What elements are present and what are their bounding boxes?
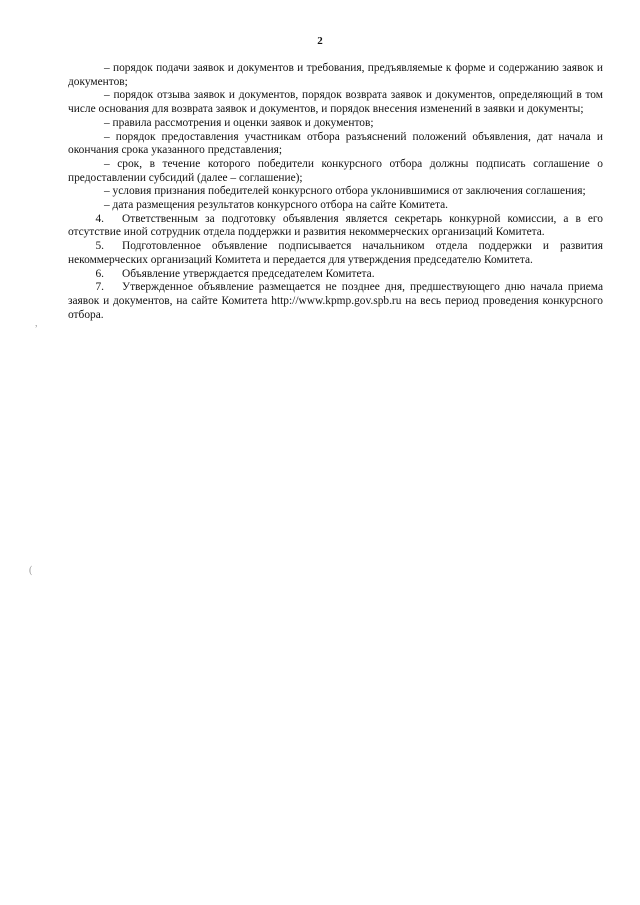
margin-mark: , <box>35 318 38 329</box>
list-item-bullet: – порядок подачи заявок и документов и требования, предъявляемые к форме и содержанию заявок и документов; <box>68 62 603 88</box>
list-item-bullet: – дата размещения результатов конкурсного отбора на сайте Комитета. <box>104 199 448 212</box>
numbered-item-6 <box>68 268 603 282</box>
item-number: 7. <box>95 281 104 294</box>
list-item-bullet: – условия признания победителей конкурсного отбора уклонившимися от заключения соглашения; <box>104 185 586 198</box>
item-text: Объявление утверждается председателем Комитета. <box>122 267 375 280</box>
page-number: 2 <box>317 35 323 47</box>
margin-mark: ( <box>29 565 33 576</box>
item-number: 6. <box>95 267 104 280</box>
numbered-item-5 <box>68 240 603 267</box>
item-text: Утвержденное объявление размещается не позднее дня, предшествующего дню начала приема заявок и документов, на сайте Комитета http://www.kpmp.gov.spb.ru на весь период проведения конкурсного отбора. <box>68 281 603 321</box>
numbered-item-7 <box>68 281 603 322</box>
numbered-item-4 <box>68 213 603 240</box>
item-text: Ответственным за подготовку объявления является секретарь конкурной комиссии, а в его отсутствие иной сотрудник отдела поддержки и развития некоммерческих организаций Комитета. <box>68 212 603 239</box>
list-item-bullet: – срок, в течение которого победители конкурсного отбора должны подписать соглашение о предоставлении субсидий (далее – соглашение); <box>68 157 603 184</box>
list-item-bullet: – правила рассмотрения и оценки заявок и документов; <box>104 116 374 129</box>
item-number: 5. <box>95 240 104 253</box>
document-body <box>68 62 603 322</box>
list-item-bullet: – порядок отзыва заявок и документов, порядок возврата заявок и документов, определяющий в том числе основания для возврата заявок и документов, и порядок внесения изменений в заявки и документы; <box>68 89 603 116</box>
list-item-bullet: – порядок предоставления участникам отбора разъяснений положений объявления, дат начала и окончания срока указанного представления; <box>68 130 603 157</box>
item-text: Подготовленное объявление подписывается начальником отдела поддержки и развития некоммерческих организаций Комитета и передается для утверждения председателю Комитета. <box>68 240 603 266</box>
item-number: 4. <box>95 212 104 225</box>
